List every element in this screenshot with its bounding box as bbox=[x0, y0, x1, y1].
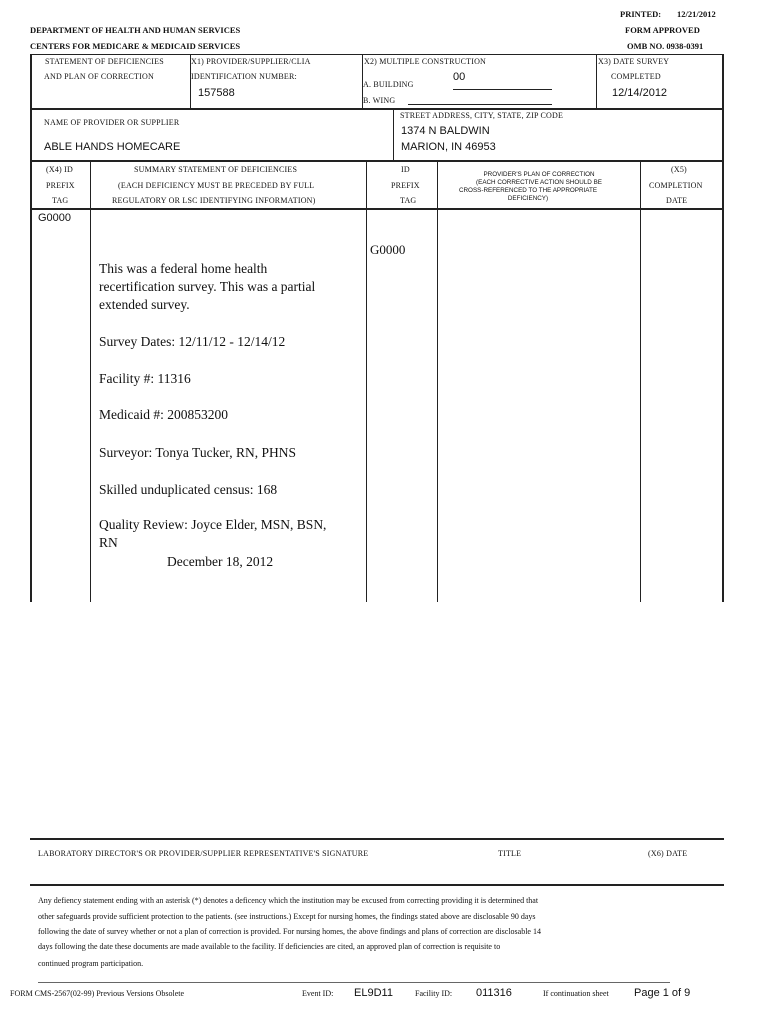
disclaimer-line-5: continued program participation. bbox=[38, 959, 144, 968]
omb-number: OMB NO. 0938-0391 bbox=[627, 41, 704, 51]
facility-id: 011316 bbox=[476, 987, 512, 999]
right-tag: G0000 bbox=[370, 242, 406, 257]
id-header-2: PREFIX bbox=[391, 181, 420, 190]
building-value: 00 bbox=[453, 71, 466, 83]
event-id-label: Event ID: bbox=[302, 989, 334, 998]
x4-header-1: (X4) ID bbox=[46, 165, 73, 174]
id-header-1: ID bbox=[401, 165, 410, 174]
printed-date: 12/21/2012 bbox=[677, 9, 716, 19]
summary-header-1: SUMMARY STATEMENT OF DEFICIENCIES bbox=[134, 165, 298, 174]
x6-date-label: (X6) DATE bbox=[648, 849, 688, 858]
disclaimer-line-1: Any defiency statement ending with an asterisk (*) denotes a deficency which the institution may be excused from correcting providing it is determined that bbox=[38, 896, 539, 905]
disclaimer-line-4: days following the date these documents are made available to the facility. If deficiencies are cited, an approved plan of correction is requisite to bbox=[38, 942, 501, 951]
form-approved: FORM APPROVED bbox=[625, 25, 700, 35]
x5-header-1: (X5) bbox=[671, 165, 687, 174]
quality-review-date: December 18, 2012 bbox=[167, 554, 274, 569]
x5-header-3: DATE bbox=[666, 196, 688, 205]
form-number: FORM CMS-2567(02-99) Previous Versions Obsolete bbox=[10, 989, 185, 998]
x3-label-1: X3) DATE SURVEY bbox=[598, 57, 670, 66]
x2-label: X2) MULTIPLE CONSTRUCTION bbox=[364, 57, 487, 66]
disclaimer-line-2: other safeguards provide sufficient protection to the patients. (see instructions.) Except for nursing homes, the findings stated above are disclosable 90 days bbox=[38, 912, 536, 921]
title-label: TITLE bbox=[498, 849, 522, 858]
survey-dates: Survey Dates: 12/11/12 - 12/14/12 bbox=[99, 334, 286, 349]
signature-label: LABORATORY DIRECTOR'S OR PROVIDER/SUPPLIER REPRESENTATIVE'S SIGNATURE bbox=[38, 849, 369, 858]
left-tag: G0000 bbox=[38, 212, 72, 224]
x3-label-2: COMPLETED bbox=[611, 72, 661, 81]
printed-label: PRINTED: bbox=[620, 9, 662, 19]
centers-name: CENTERS FOR MEDICARE & MEDICAID SERVICES bbox=[30, 41, 241, 51]
id-header-3: TAG bbox=[400, 196, 417, 205]
survey-completed-date: 12/14/2012 bbox=[612, 87, 668, 99]
x1-label-2: IDENTIFICATION NUMBER: bbox=[191, 72, 297, 81]
summary-header-2: (EACH DEFICIENCY MUST BE PRECEDED BY FULL bbox=[118, 181, 315, 190]
x4-header-3: TAG bbox=[52, 196, 69, 205]
wing-label: B. WING bbox=[363, 96, 396, 105]
plan-header-1: PROVIDER'S PLAN OF CORRECTION bbox=[483, 171, 595, 178]
plan-header-3: CROSS-REFERENCED TO THE APPROPRIATE bbox=[458, 187, 598, 194]
medicaid-number: Medicaid #: 200853200 bbox=[99, 407, 228, 422]
address-city: MARION, IN 46953 bbox=[401, 141, 496, 153]
department-name: DEPARTMENT OF HEALTH AND HUMAN SERVICES bbox=[30, 25, 241, 35]
address-label: STREET ADDRESS, CITY, STATE, ZIP CODE bbox=[400, 111, 564, 120]
surveyor-name: Surveyor: Tonya Tucker, RN, PHNS bbox=[99, 445, 297, 460]
page-number: Page 1 of 9 bbox=[634, 987, 691, 999]
provider-name-label: NAME OF PROVIDER OR SUPPLIER bbox=[44, 118, 180, 127]
building-label: A. BUILDING bbox=[363, 80, 414, 89]
facility-id-label: Facility ID: bbox=[415, 989, 453, 998]
plan-header-4: DEFICIENCY) bbox=[507, 195, 549, 202]
summary-header-3: REGULATORY OR LSC IDENTIFYING INFORMATION) bbox=[112, 196, 316, 205]
provider-id: 157588 bbox=[198, 87, 235, 99]
facility-number: Facility #: 11316 bbox=[99, 371, 191, 386]
x4-header-2: PREFIX bbox=[46, 181, 75, 190]
disclaimer-line-3: following the date of survey whether or not a plan of correction is provided. For nursing homes, the above findings and plans of correction are disclosable 14 bbox=[38, 927, 541, 936]
address-street: 1374 N BALDWIN bbox=[401, 125, 490, 137]
plan-header-2: (EACH CORRECTIVE ACTION SHOULD BE bbox=[476, 179, 602, 186]
event-id: EL9D11 bbox=[354, 987, 393, 999]
census: Skilled unduplicated census: 168 bbox=[99, 482, 278, 497]
statement-label-2: AND PLAN OF CORRECTION bbox=[44, 72, 154, 81]
quality-review: Quality Review: Joyce Elder, MSN, BSN, RN bbox=[99, 517, 327, 550]
x1-label-1: X1) PROVIDER/SUPPLIER/CLIA bbox=[191, 57, 311, 66]
provider-name: ABLE HANDS HOMECARE bbox=[44, 141, 181, 153]
statement-label-1: STATEMENT OF DEFICIENCIES bbox=[45, 57, 164, 66]
x5-header-2: COMPLETION bbox=[649, 181, 703, 190]
survey-description: This was a federal home health recertification survey. This was a partial extended survey. bbox=[99, 261, 316, 312]
continuation-label: If continuation sheet bbox=[543, 989, 609, 998]
